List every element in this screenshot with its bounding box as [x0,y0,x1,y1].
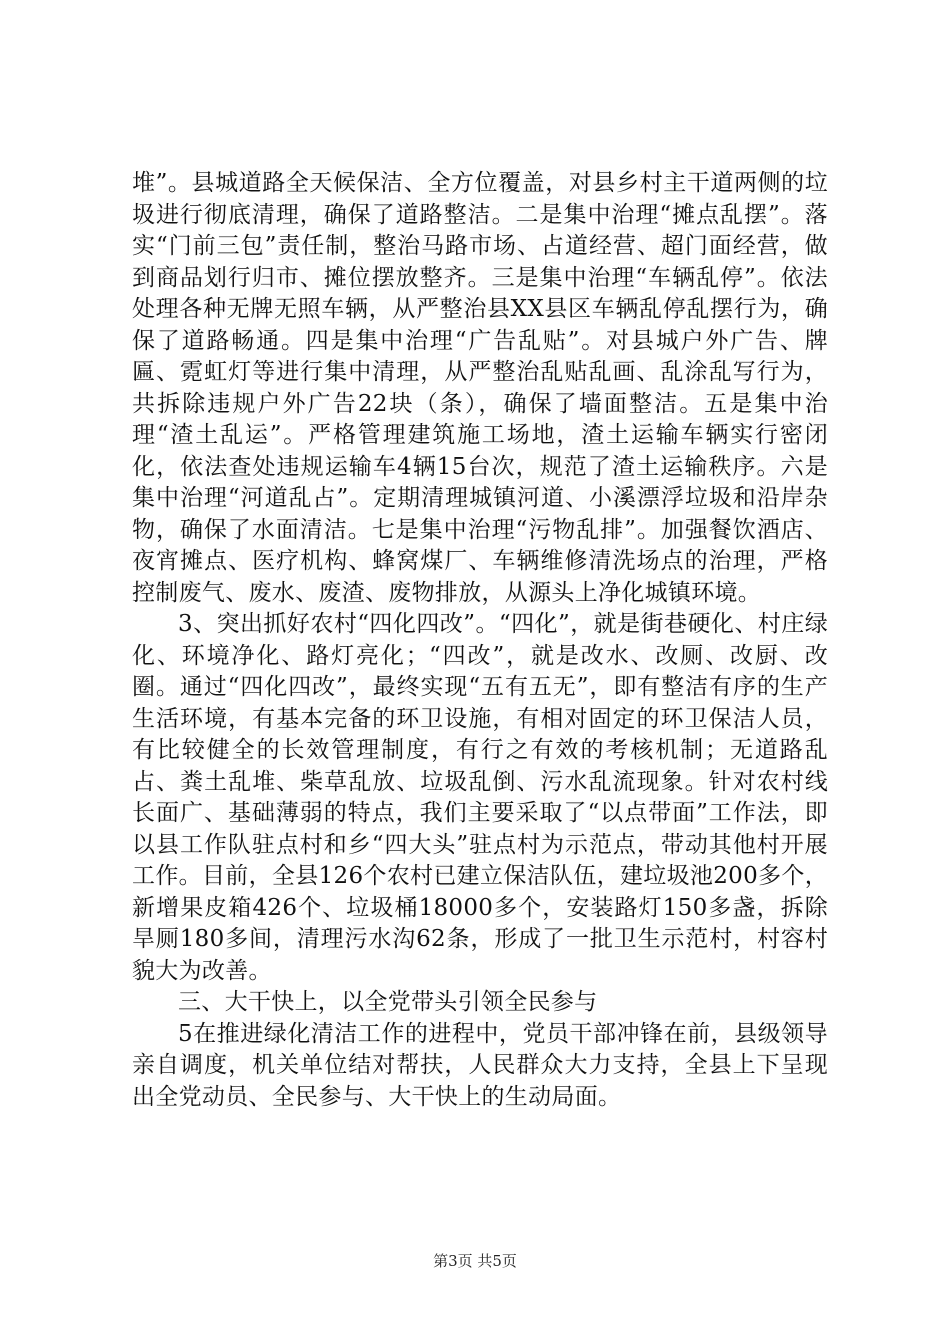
page-footer [0,1250,950,1271]
document-body [132,168,828,1113]
paragraph-rural-four-reforms: 3、突出抓好农村“四化四改”。“四化”，就是街巷硬化、村庄绿化、环境净化、路灯亮化；“四改”，就是改水、改厕、改厨、改圈。通过“四化四改”，最终实现“五有五无”，即有整洁有序的生产生活环境，有基本完备的环卫设施，有相对固定的环卫保洁人员，有比较健全的长效管理制度，有行之有效的考核机制；无道路乱占、粪土乱堆、柴草乱放、垃圾乱倒、污水乱流现象。针对农村线长面广、基础薄弱的特点，我们主要采取了“以点带面”工作法，即以县工作队驻点村和乡“四大头”驻点村为示范点，带动其他村开展工作。目前，全县126个农村已建立保洁队伍，建垃圾池200多个，新增果皮箱426个、垃圾桶18000多个，安装路灯150多盏，拆除旱厕180多间，清理污水沟62条，形成了一批卫生示范村，村容村貌大为改善。 [132,611,828,984]
paragraph-party-participation: 5在推进绿化清洁工作的进程中，党员干部冲锋在前，县级领导亲自调度，机关单位结对帮扶，人民群众大力支持，全县上下呈现出全党动员、全民参与、大干快上的生动局面。 [132,1020,828,1110]
section-heading-three: 三、大干快上，以全党带头引领全民参与 [178,989,598,1015]
page-number-label: 第3页 共5页 [433,1252,517,1270]
paragraph-city-governance: 堆”。县城道路全天候保洁、全方位覆盖，对县乡村主干道两侧的垃圾进行彻底清理，确保了道路整洁。二是集中治理“摊点乱摆”。落实“门前三包”责任制，整治马路市场、占道经营、超门面经营，做到商品划行归市、摊位摆放整齐。三是集中治理“车辆乱停”。依法处理各种无牌无照车辆，从严整治县XX县区车辆乱停乱摆行为，确保了道路畅通。四是集中治理“广告乱贴”。对县城户外广告、牌匾、霓虹灯等进行集中清理，从严整治乱贴乱画、乱涂乱写行为，共拆除违规户外广告22块（条），确保了墙面整洁。五是集中治理“渣土乱运”。严格管理建筑施工场地，渣土运输车辆实行密闭化，依法查处违规运输车4辆15台次，规范了渣土运输秩序。六是集中治理“河道乱占”。定期清理城镇河道、小溪漂浮垃圾和沿岸杂物，确保了水面清洁。七是集中治理“污物乱排”。加强餐饮酒店、夜宵摊点、医疗机构、蜂窝煤厂、车辆维修清洗场点的治理，严格控制废气、废水、废渣、废物排放，从源头上净化城镇环境。 [132,170,828,606]
